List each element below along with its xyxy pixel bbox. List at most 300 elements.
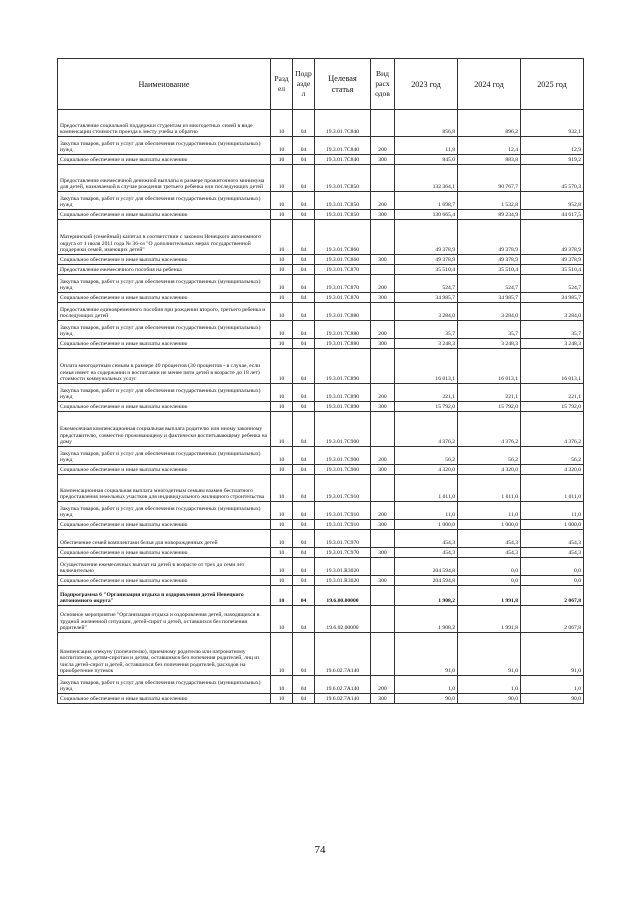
row-name-cell: Предоставление ежемесячной денежной выплаты в размере прожиточного минимума для детей, назначаемой в случае рождения третьего ребенка или последующих детей: [58, 165, 271, 192]
row-2023-cell: 4 376,2: [395, 412, 458, 447]
row-name-cell: Социальное обеспечение и иные выплаты населению: [58, 548, 271, 558]
row-section-cell: 10: [271, 502, 293, 520]
row-target-article-cell: 19.3.01.R3020: [315, 576, 371, 586]
row-2025-cell: 919,2: [521, 155, 584, 165]
row-subsection-cell: 04: [293, 255, 315, 265]
row-2023-cell: 15 792,0: [395, 402, 458, 412]
row-2025-cell: 2 067,8: [521, 586, 584, 606]
row-subsection-cell: 04: [293, 576, 315, 586]
row-target-article-cell: 19.3.01.R3020: [315, 558, 371, 576]
row-subsection-cell: 04: [293, 165, 315, 192]
header-target-article: Целевая статья: [315, 59, 371, 110]
row-2024-cell: 1 991,8: [458, 606, 521, 633]
row-2025-cell: 34 985,7: [521, 293, 584, 303]
row-2023-cell: 49 378,9: [395, 255, 458, 265]
table-row: [58, 275, 584, 293]
row-name-cell: Социальное обеспечение и иные выплаты населению: [58, 155, 271, 165]
row-2023-cell: 132 364,1: [395, 165, 458, 192]
row-target-article-cell: 19.3.01.7С880: [315, 339, 371, 349]
row-name-cell: Социальное обеспечение и иные выплаты населению: [58, 576, 271, 586]
row-2023-cell: 16 013,1: [395, 349, 458, 384]
row-section-cell: 10: [271, 676, 293, 694]
row-target-article-cell: 19.6.02.7А140: [315, 676, 371, 694]
row-expense-type-cell: [371, 265, 395, 275]
row-2023-cell: 204 594,8: [395, 576, 458, 586]
row-2025-cell: 3 248,3: [521, 339, 584, 349]
table-row: [58, 303, 584, 321]
header-year-2025: 2025 год: [521, 59, 584, 110]
row-2025-cell: 1,0: [521, 676, 584, 694]
row-subsection-cell: 04: [293, 293, 315, 303]
row-2023-cell: 1 000,0: [395, 520, 458, 530]
row-section-cell: 10: [271, 576, 293, 586]
row-name-cell: Закупка товаров, работ и услуг для обеспечения государственных (муниципальных) нужд: [58, 192, 271, 210]
row-target-article-cell: 19.6.02.7А140: [315, 694, 371, 704]
row-2024-cell: 1 532,8: [458, 192, 521, 210]
row-target-article-cell: 19.3.01.7С890: [315, 349, 371, 384]
row-expense-type-cell: 300: [371, 576, 395, 586]
row-subsection-cell: 04: [293, 210, 315, 220]
row-section-cell: 10: [271, 192, 293, 210]
row-target-article-cell: 19.3.01.7С970: [315, 530, 371, 548]
row-name-cell: Социальное обеспечение и иные выплаты населению: [58, 402, 271, 412]
row-2025-cell: 1 011,0: [521, 475, 584, 502]
row-section-cell: 10: [271, 402, 293, 412]
row-expense-type-cell: 200: [371, 321, 395, 339]
row-target-article-cell: 19.3.01.7С870: [315, 293, 371, 303]
row-subsection-cell: 04: [293, 447, 315, 465]
table-row: [58, 586, 584, 606]
row-name-cell: Материнский (семейный) капитал в соответствии с законом Ненецкого автономного округа от 1 июля 2011 года № 36-оз "О дополнительных мерах государственной поддержки семей, имеющих детей": [58, 220, 271, 255]
row-2024-cell: 4 376,2: [458, 412, 521, 447]
row-section-cell: 10: [271, 210, 293, 220]
row-name-cell: Социальное обеспечение и иные выплаты населению: [58, 520, 271, 530]
row-2024-cell: 90,0: [458, 694, 521, 704]
row-2024-cell: 34 985,7: [458, 293, 521, 303]
row-2023-cell: 11,0: [395, 502, 458, 520]
row-section-cell: 10: [271, 349, 293, 384]
table-row: [58, 502, 584, 520]
row-name-cell: Социальное обеспечение и иные выплаты населению: [58, 255, 271, 265]
row-section-cell: 10: [271, 384, 293, 402]
row-name-cell: Закупка товаров, работ и услуг для обеспечения государственных (муниципальных) нужд: [58, 384, 271, 402]
row-target-article-cell: 19.3.01.7С850: [315, 210, 371, 220]
row-2024-cell: 56,2: [458, 447, 521, 465]
row-section-cell: 10: [271, 548, 293, 558]
row-2025-cell: 35,7: [521, 321, 584, 339]
row-2024-cell: 4 320,0: [458, 465, 521, 475]
row-subsection-cell: 04: [293, 530, 315, 548]
row-expense-type-cell: 300: [371, 402, 395, 412]
row-subsection-cell: 04: [293, 502, 315, 520]
row-name-cell: Закупка товаров, работ и услуг для обеспечения государственных (муниципальных) нужд: [58, 447, 271, 465]
row-2024-cell: 3 248,3: [458, 339, 521, 349]
row-expense-type-cell: [371, 165, 395, 192]
row-2024-cell: 454,3: [458, 530, 521, 548]
header-subsection: Подр азде л: [293, 59, 315, 110]
row-2023-cell: 35 510,4: [395, 265, 458, 275]
row-expense-type-cell: 200: [371, 192, 395, 210]
row-target-article-cell: 19.3.01.7С880: [315, 321, 371, 339]
row-2024-cell: 90 767,7: [458, 165, 521, 192]
row-target-article-cell: 19.3.01.7С840: [315, 155, 371, 165]
row-2024-cell: 524,7: [458, 275, 521, 293]
table-row: [58, 255, 584, 265]
row-2023-cell: 454,3: [395, 548, 458, 558]
row-target-article-cell: 19.3.01.7С970: [315, 548, 371, 558]
row-2025-cell: 932,1: [521, 110, 584, 137]
row-2023-cell: 3 248,3: [395, 339, 458, 349]
row-name-cell: Закупка товаров, работ и услуг для обеспечения государственных (муниципальных) нужд: [58, 137, 271, 155]
row-name-cell: Социальное обеспечение и иные выплаты населению: [58, 339, 271, 349]
row-expense-type-cell: 300: [371, 548, 395, 558]
table-row: [58, 220, 584, 255]
row-2023-cell: 524,7: [395, 275, 458, 293]
row-2025-cell: 0,0: [521, 558, 584, 576]
row-section-cell: 10: [271, 265, 293, 275]
row-target-article-cell: 19.3.01.7С910: [315, 520, 371, 530]
row-expense-type-cell: [371, 220, 395, 255]
row-2025-cell: 11,0: [521, 502, 584, 520]
row-subsection-cell: 04: [293, 384, 315, 402]
row-2025-cell: 12,9: [521, 137, 584, 155]
table-header-row: [58, 59, 584, 110]
row-2025-cell: 90,0: [521, 694, 584, 704]
row-target-article-cell: 19.6.02.00000: [315, 606, 371, 633]
header-year-2024: 2024 год: [458, 59, 521, 110]
row-2025-cell: 91,0: [521, 633, 584, 676]
row-subsection-cell: 04: [293, 110, 315, 137]
row-expense-type-cell: 300: [371, 293, 395, 303]
row-name-cell: Компенсация опекуну (попечителю), приемному родителю или патронатному воспитателю, детям-сиротам и детям, оставшимся без попечения родителей, лиц из числа детей-сирот и детей, оставшихся без попечения родителей, расходов на приобретение путевок: [58, 633, 271, 676]
row-2023-cell: 35,7: [395, 321, 458, 339]
table-row: [58, 321, 584, 339]
row-section-cell: 10: [271, 520, 293, 530]
row-2025-cell: 454,3: [521, 548, 584, 558]
table-row: [58, 520, 584, 530]
row-subsection-cell: 04: [293, 548, 315, 558]
row-section-cell: 10: [271, 255, 293, 265]
row-target-article-cell: 19.3.01.7С910: [315, 475, 371, 502]
row-expense-type-cell: 200: [371, 384, 395, 402]
row-2025-cell: 16 013,1: [521, 349, 584, 384]
row-target-article-cell: 19.3.01.7С850: [315, 165, 371, 192]
row-2024-cell: 16 013,1: [458, 349, 521, 384]
header-section: Разд ел: [271, 59, 293, 110]
row-subsection-cell: 04: [293, 220, 315, 255]
row-2025-cell: 4 376,2: [521, 412, 584, 447]
row-expense-type-cell: 300: [371, 210, 395, 220]
row-expense-type-cell: 300: [371, 520, 395, 530]
row-subsection-cell: 04: [293, 606, 315, 633]
table-row: [58, 384, 584, 402]
row-name-cell: Закупка товаров, работ и услуг для обеспечения государственных (муниципальных) нужд: [58, 321, 271, 339]
row-2023-cell: 56,2: [395, 447, 458, 465]
row-2024-cell: 35 510,4: [458, 265, 521, 275]
row-2025-cell: 3 284,0: [521, 303, 584, 321]
row-2023-cell: 204 594,8: [395, 558, 458, 576]
row-2023-cell: 1,0: [395, 676, 458, 694]
table-row: [58, 165, 584, 192]
row-expense-type-cell: [371, 349, 395, 384]
row-target-article-cell: 19.3.01.7С900: [315, 465, 371, 475]
row-2025-cell: 0,0: [521, 576, 584, 586]
row-target-article-cell: 19.3.01.7С870: [315, 265, 371, 275]
row-expense-type-cell: [371, 586, 395, 606]
row-target-article-cell: 19.3.01.7С900: [315, 412, 371, 447]
header-name: Наименование: [58, 59, 271, 110]
row-2024-cell: 89 234,9: [458, 210, 521, 220]
row-target-article-cell: 19.3.01.7С890: [315, 384, 371, 402]
row-subsection-cell: 04: [293, 412, 315, 447]
table-row: [58, 293, 584, 303]
row-name-cell: Компенсационная социальная выплата многодетным семьям взамен бесплатного предоставления земельных участков для индивидуального жилищного строительства: [58, 475, 271, 502]
row-2024-cell: 12,4: [458, 137, 521, 155]
row-target-article-cell: 19.6.02.7А140: [315, 633, 371, 676]
row-2024-cell: 454,3: [458, 548, 521, 558]
row-target-article-cell: 19.3.01.7С880: [315, 303, 371, 321]
header-year-2023: 2023 год: [395, 59, 458, 110]
table-row: [58, 339, 584, 349]
row-subsection-cell: 04: [293, 633, 315, 676]
row-expense-type-cell: [371, 110, 395, 137]
row-subsection-cell: 04: [293, 339, 315, 349]
table-row: [58, 110, 584, 137]
row-section-cell: 10: [271, 275, 293, 293]
row-section-cell: 10: [271, 694, 293, 704]
table-row: [58, 402, 584, 412]
row-2023-cell: 845,0: [395, 155, 458, 165]
row-subsection-cell: 04: [293, 192, 315, 210]
row-2023-cell: 1 908,2: [395, 586, 458, 606]
row-name-cell: Социальное обеспечение и иные выплаты населению: [58, 210, 271, 220]
row-2023-cell: 49 378,9: [395, 220, 458, 255]
row-2024-cell: 1,0: [458, 676, 521, 694]
row-expense-type-cell: [371, 633, 395, 676]
row-2025-cell: 44 617,5: [521, 210, 584, 220]
row-2024-cell: 221,1: [458, 384, 521, 402]
row-expense-type-cell: [371, 530, 395, 548]
row-subsection-cell: 04: [293, 155, 315, 165]
row-2024-cell: 49 378,9: [458, 255, 521, 265]
row-subsection-cell: 04: [293, 465, 315, 475]
table-row: [58, 155, 584, 165]
row-subsection-cell: 04: [293, 402, 315, 412]
row-expense-type-cell: 300: [371, 339, 395, 349]
row-section-cell: 10: [271, 220, 293, 255]
row-section-cell: 10: [271, 110, 293, 137]
row-2023-cell: 3 284,0: [395, 303, 458, 321]
row-2024-cell: 3 284,0: [458, 303, 521, 321]
row-name-cell: Осуществление ежемесячных выплат на детей в возрасте от трех до семи лет включительно: [58, 558, 271, 576]
row-name-cell: Социальное обеспечение и иные выплаты населению: [58, 694, 271, 704]
row-2023-cell: 90,0: [395, 694, 458, 704]
row-name-cell: Предоставление ежемесячного пособия на ребенка: [58, 265, 271, 275]
budget-table: [57, 58, 584, 704]
row-section-cell: 10: [271, 339, 293, 349]
row-2025-cell: 49 378,9: [521, 255, 584, 265]
row-2025-cell: 524,7: [521, 275, 584, 293]
table-row: [58, 530, 584, 548]
row-section-cell: 10: [271, 155, 293, 165]
row-section-cell: 10: [271, 303, 293, 321]
row-name-cell: Оплата многодетным семьям в размере 40 процентов (30 процентов - в случае, если семья имеет на содержании и воспитании не менее пяти детей в возрасте до 18 лет) стоимости коммунальных услуг: [58, 349, 271, 384]
row-name-cell: Подпрограмма 6 "Организация отдыха и оздоровления детей Ненецкого автономного округа": [58, 586, 271, 606]
row-subsection-cell: 04: [293, 275, 315, 293]
row-section-cell: 10: [271, 165, 293, 192]
row-2023-cell: 130 665,4: [395, 210, 458, 220]
table-row: [58, 548, 584, 558]
row-2025-cell: 56,2: [521, 447, 584, 465]
row-expense-type-cell: 300: [371, 465, 395, 475]
table-body: [58, 110, 584, 704]
table-row: [58, 210, 584, 220]
row-name-cell: Социальное обеспечение и иные выплаты населению: [58, 465, 271, 475]
row-target-article-cell: 19.3.01.7С890: [315, 402, 371, 412]
row-target-article-cell: 19.3.01.7С840: [315, 137, 371, 155]
row-subsection-cell: 04: [293, 349, 315, 384]
row-2023-cell: 4 320,0: [395, 465, 458, 475]
row-expense-type-cell: 300: [371, 255, 395, 265]
row-2024-cell: 0,0: [458, 558, 521, 576]
row-2023-cell: 454,3: [395, 530, 458, 548]
row-2024-cell: 49 378,9: [458, 220, 521, 255]
row-2024-cell: 91,0: [458, 633, 521, 676]
row-section-cell: 10: [271, 412, 293, 447]
row-target-article-cell: 19.3.01.7С860: [315, 255, 371, 265]
row-name-cell: Основное мероприятие "Организация отдыха и оздоровления детей, находящихся в трудной жизненной ситуации, детей-сирот и детей, оставшихся без попечения родителей": [58, 606, 271, 633]
row-2024-cell: 1 000,0: [458, 520, 521, 530]
row-2023-cell: 1 011,0: [395, 475, 458, 502]
row-2025-cell: 35 510,4: [521, 265, 584, 275]
table-row: [58, 475, 584, 502]
row-section-cell: 10: [271, 465, 293, 475]
row-section-cell: 10: [271, 447, 293, 465]
table-row: [58, 265, 584, 275]
row-expense-type-cell: [371, 606, 395, 633]
row-target-article-cell: 19.3.01.7С850: [315, 192, 371, 210]
row-subsection-cell: 04: [293, 520, 315, 530]
row-name-cell: Предоставление единовременного пособия при рождении второго, третьего ребенка и последующих детей: [58, 303, 271, 321]
row-name-cell: Закупка товаров, работ и услуг для обеспечения государственных (муниципальных) нужд: [58, 275, 271, 293]
row-2025-cell: 45 570,3: [521, 165, 584, 192]
table-row: [58, 465, 584, 475]
row-section-cell: 10: [271, 586, 293, 606]
table-row: [58, 349, 584, 384]
table-row: [58, 633, 584, 676]
row-subsection-cell: 04: [293, 303, 315, 321]
row-section-cell: 10: [271, 606, 293, 633]
row-2023-cell: 34 985,7: [395, 293, 458, 303]
row-subsection-cell: 04: [293, 321, 315, 339]
row-name-cell: Ежемесячная компенсационная социальная выплата родителю или иному законному представителю, совместно проживающему и фактически воспитывающему ребенка на дому: [58, 412, 271, 447]
table-row: [58, 676, 584, 694]
row-2023-cell: 91,0: [395, 633, 458, 676]
row-2023-cell: 221,1: [395, 384, 458, 402]
row-section-cell: 10: [271, 137, 293, 155]
row-target-article-cell: 19.3.01.7С860: [315, 220, 371, 255]
row-2023-cell: 11,8: [395, 137, 458, 155]
row-2024-cell: 1 991,8: [458, 586, 521, 606]
row-expense-type-cell: 200: [371, 502, 395, 520]
row-name-cell: Закупка товаров, работ и услуг для обеспечения государственных (муниципальных) нужд: [58, 502, 271, 520]
row-section-cell: 10: [271, 475, 293, 502]
row-name-cell: Предоставление социальной поддержки студентам из многодетных семей в виде компенсации стоимости проезда к месту учебы и обратно: [58, 110, 271, 137]
row-2024-cell: 1 011,0: [458, 475, 521, 502]
table-row: [58, 558, 584, 576]
row-2025-cell: 221,1: [521, 384, 584, 402]
row-2023-cell: 856,8: [395, 110, 458, 137]
row-expense-type-cell: [371, 475, 395, 502]
row-expense-type-cell: 300: [371, 694, 395, 704]
row-subsection-cell: 04: [293, 558, 315, 576]
row-name-cell: Обеспечение семей комплектами белья для новорожденных детей: [58, 530, 271, 548]
row-expense-type-cell: 200: [371, 447, 395, 465]
table-row: [58, 576, 584, 586]
header-expense-type: Вид расх одов: [371, 59, 395, 110]
row-expense-type-cell: 200: [371, 137, 395, 155]
row-section-cell: 10: [271, 558, 293, 576]
row-subsection-cell: 04: [293, 586, 315, 606]
row-target-article-cell: 19.6.00.00000: [315, 586, 371, 606]
table-row: [58, 447, 584, 465]
table-row: [58, 412, 584, 447]
row-name-cell: Социальное обеспечение и иные выплаты населению: [58, 293, 271, 303]
row-target-article-cell: 19.3.01.7С870: [315, 275, 371, 293]
row-expense-type-cell: [371, 412, 395, 447]
row-2024-cell: 15 792,0: [458, 402, 521, 412]
row-subsection-cell: 04: [293, 137, 315, 155]
row-2025-cell: 454,3: [521, 530, 584, 548]
row-section-cell: 10: [271, 321, 293, 339]
row-2024-cell: 0,0: [458, 576, 521, 586]
row-2024-cell: 896,2: [458, 110, 521, 137]
row-expense-type-cell: 300: [371, 155, 395, 165]
row-target-article-cell: 19.3.01.7С840: [315, 110, 371, 137]
row-2023-cell: 1 698,7: [395, 192, 458, 210]
row-2024-cell: 11,0: [458, 502, 521, 520]
row-target-article-cell: 19.3.01.7С910: [315, 502, 371, 520]
row-expense-type-cell: 200: [371, 275, 395, 293]
table-row: [58, 192, 584, 210]
row-2025-cell: 15 792,0: [521, 402, 584, 412]
row-subsection-cell: 04: [293, 475, 315, 502]
table-row: [58, 606, 584, 633]
row-target-article-cell: 19.3.01.7С900: [315, 447, 371, 465]
row-subsection-cell: 04: [293, 265, 315, 275]
row-2025-cell: 49 378,9: [521, 220, 584, 255]
row-section-cell: 10: [271, 530, 293, 548]
row-2025-cell: 952,8: [521, 192, 584, 210]
row-2025-cell: 1 000,0: [521, 520, 584, 530]
row-2024-cell: 35,7: [458, 321, 521, 339]
row-expense-type-cell: 200: [371, 676, 395, 694]
page-number: 74: [314, 844, 326, 856]
row-subsection-cell: 04: [293, 676, 315, 694]
row-2024-cell: 883,8: [458, 155, 521, 165]
row-expense-type-cell: [371, 558, 395, 576]
row-expense-type-cell: [371, 303, 395, 321]
row-subsection-cell: 04: [293, 694, 315, 704]
row-section-cell: 10: [271, 293, 293, 303]
row-2025-cell: 4 320,0: [521, 465, 584, 475]
row-2025-cell: 2 067,8: [521, 606, 584, 633]
row-name-cell: Закупка товаров, работ и услуг для обеспечения государственных (муниципальных) нужд: [58, 676, 271, 694]
row-2023-cell: 1 908,2: [395, 606, 458, 633]
row-section-cell: 10: [271, 633, 293, 676]
table-row: [58, 137, 584, 155]
table-row: [58, 694, 584, 704]
